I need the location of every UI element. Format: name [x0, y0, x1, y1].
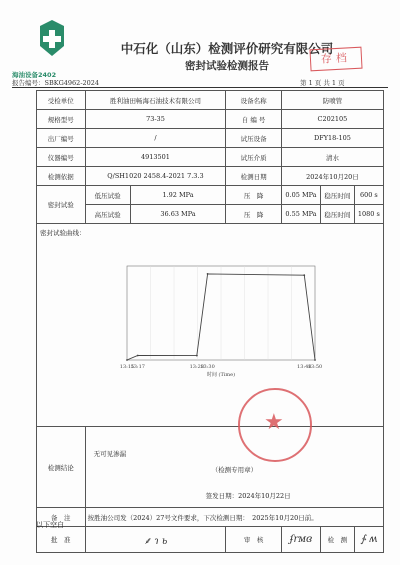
approver-label: 批 准 [37, 527, 86, 553]
stamp-note: （检测专用章） [211, 466, 258, 474]
logo-caption: 海油设备2402 [12, 71, 57, 79]
conclusion-text: 无可见渗漏 [93, 450, 127, 458]
high-drop-value: 0.55 MPa [281, 205, 320, 224]
data-point [196, 355, 198, 357]
spec-value: 73-35 [85, 110, 226, 129]
company-title: 中石化（山东）检测评价研究有限公司 [120, 41, 334, 56]
report-title: 密封试验检测报告 [185, 60, 269, 72]
instrument-number-value: 4913501 [85, 148, 226, 167]
reviewer-signature: ʄrᴍɞ [281, 527, 320, 553]
low-drop-value: 0.05 MPa [281, 186, 320, 205]
test-date-label: 检测日期 [226, 167, 282, 186]
data-point [303, 274, 305, 276]
self-number-label: 自 编 号 [226, 110, 282, 129]
remarks-text: 按胜油公司发（2024）27号文件要求，下次检测日期： 2025年10月20日前。 [85, 508, 383, 527]
seal-test-label: 密封试验 [37, 186, 86, 224]
tester-label: 检 测 [321, 527, 355, 553]
self-number-value: C202105 [281, 110, 383, 129]
low-hold-value: 600 s [354, 186, 383, 205]
x-tick-label: 13:30 [200, 364, 215, 370]
low-pressure-label: 低压试验 [85, 186, 130, 205]
remarks-label: 备 注 [37, 508, 86, 527]
high-pressure-value: 36.63 MPa [130, 205, 226, 224]
high-hold-label: 稳压时间 [321, 205, 355, 224]
instrument-number-label: 仪器编号 [37, 148, 86, 167]
basis-value: Q/SH1020 2458.4-2021 7.3.3 [85, 167, 226, 186]
x-tick-label: 13:17 [130, 364, 145, 370]
approver-signature: ⸙ ɿ ь [85, 527, 226, 553]
x-tick-label: 13:50 [307, 364, 323, 370]
x-tick-label: 13:28 [189, 364, 205, 370]
report-number: 报告编号：SBKG4962-2024 [12, 79, 100, 87]
reviewer-label: 审 核 [226, 527, 282, 553]
low-pressure-value: 1.92 MPa [130, 186, 226, 205]
spec-label: 规格型号 [37, 110, 86, 129]
data-point [207, 273, 209, 275]
seal-star-icon: ★ [264, 410, 284, 435]
header-divider [12, 87, 388, 88]
official-seal [238, 388, 312, 462]
x-tick-label: 13:15 [119, 364, 135, 370]
tester-signature: ∱ ʍ [354, 527, 383, 553]
company-logo [34, 18, 70, 58]
archive-stamp: 存档 [309, 47, 362, 72]
equipment-name-value: 防喷管 [281, 91, 383, 110]
report-table [36, 90, 384, 553]
basis-label: 检测依据 [37, 167, 86, 186]
issue-date: 签发日期：2024年10月22日 [205, 492, 291, 500]
chart-section [37, 224, 384, 427]
test-medium-label: 试压介质 [226, 148, 282, 167]
low-hold-label: 稳压时间 [321, 186, 355, 205]
x-axis-label: 时间 (Time) [206, 372, 236, 378]
data-point [314, 359, 316, 361]
client-value: 胜利油田畅海石油技术有限公司 [85, 91, 226, 110]
data-point [137, 355, 139, 357]
pressure-chart [111, 256, 323, 378]
data-point [126, 359, 128, 361]
high-pressure-label: 高压试验 [85, 205, 130, 224]
test-date-value: 2024年10月20日 [281, 167, 383, 186]
high-hold-value: 1080 s [354, 205, 383, 224]
conclusion-cell [85, 427, 383, 508]
test-medium-value: 清水 [281, 148, 383, 167]
page-number: 第 1 页 共 1 页 [300, 79, 345, 87]
test-equipment-label: 试压设备 [226, 129, 282, 148]
footer-note: 以下空白 [36, 521, 64, 529]
low-drop-label: 压 降 [226, 186, 282, 205]
factory-number-value: / [85, 129, 226, 148]
conclusion-label: 检测结论 [37, 427, 86, 508]
high-drop-label: 压 降 [226, 205, 282, 224]
equipment-name-label: 设备名称 [226, 91, 282, 110]
chart-label: 密封试验曲线： [40, 229, 86, 237]
factory-number-label: 出厂编号 [37, 129, 86, 148]
x-tick-label: 13:48 [297, 364, 312, 370]
test-equipment-value: DFY18-105 [281, 129, 383, 148]
client-label: 受检单位 [37, 91, 86, 110]
